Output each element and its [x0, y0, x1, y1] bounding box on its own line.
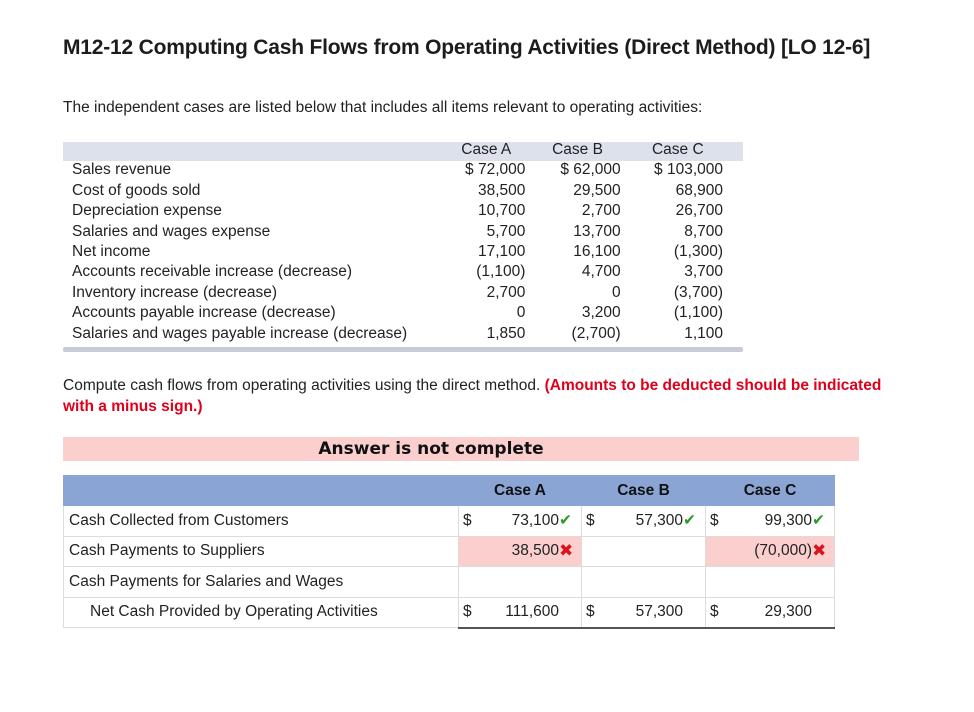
answer-row	[64, 597, 835, 628]
case-b-value: 3,200	[581, 304, 621, 322]
dollar-sign: $	[710, 511, 719, 529]
dollar-sign: $	[463, 511, 472, 529]
cases-row	[63, 262, 743, 282]
row-label: Sales revenue	[72, 161, 172, 179]
case-b-value: 13,700	[573, 222, 621, 240]
answer-input-case-a[interactable]	[459, 536, 582, 567]
cases-row	[63, 303, 743, 323]
answer-row-label: Cash Payments to Suppliers	[64, 536, 459, 567]
case-b-value: 0	[612, 283, 621, 301]
case-c-value: 8,700	[684, 222, 723, 240]
answer-table	[63, 475, 835, 629]
case-a-value: 2,700	[486, 283, 526, 301]
row-label: Salaries and wages payable increase (decrease)	[72, 324, 408, 342]
header-case-b: Case B	[552, 141, 603, 158]
answer-input-case-a[interactable]	[459, 567, 582, 598]
case-a-value: 38,500	[477, 181, 526, 199]
dollar-sign: $	[586, 511, 595, 529]
answer-row-label: Cash Collected from Customers	[64, 506, 459, 537]
dollar-sign: $	[463, 603, 472, 620]
cases-row	[63, 181, 743, 201]
check-icon: ✔	[683, 512, 696, 530]
row-label: Salaries and wages expense	[72, 222, 271, 240]
answer-row-label: Net Cash Provided by Operating Activities	[64, 597, 459, 628]
dollar-sign: $	[586, 603, 595, 620]
case-b-value: 29,500	[573, 181, 621, 199]
cases-row	[63, 242, 743, 262]
cases-row	[63, 201, 743, 221]
answer-status-banner: Answer is not complete	[63, 437, 859, 461]
cases-row	[63, 324, 743, 344]
case-c-value: 1,100	[684, 324, 723, 342]
case-b-value: 4,700	[581, 263, 621, 281]
answer-value: 111,600	[505, 603, 559, 620]
header-case-c: Case C	[651, 141, 704, 158]
case-c-value: (1,100)	[673, 304, 723, 322]
check-icon: ✔	[559, 512, 572, 530]
case-c-value: $ 103,000	[654, 161, 723, 179]
case-c-value: (1,300)	[673, 243, 723, 261]
answer-value: 38,500	[511, 542, 559, 560]
answer-input-case-c[interactable]	[706, 536, 835, 567]
row-label: Net income	[72, 243, 151, 261]
instruction-highlight: (Amounts to be deducted should be indicated with a minus sign.)	[63, 377, 882, 415]
answer-header-case-b: Case B	[582, 476, 706, 506]
cases-row	[63, 222, 743, 242]
answer-input-case-c[interactable]	[706, 506, 835, 537]
answer-row-label: Cash Payments for Salaries and Wages	[64, 567, 459, 598]
answer-input-case-b[interactable]	[582, 597, 706, 628]
cases-row	[63, 283, 743, 303]
cases-table	[63, 140, 743, 344]
cases-header-row	[63, 140, 743, 160]
answer-input-case-b[interactable]	[582, 536, 706, 567]
intro-text: The independent cases are listed below that includes all items relevant to operating activities:	[63, 99, 703, 116]
answer-row	[64, 567, 835, 598]
case-a-value: 10,700	[477, 202, 526, 220]
cross-icon: ✖	[812, 541, 827, 561]
case-c-value: 68,900	[675, 181, 723, 199]
answer-row	[64, 506, 835, 537]
row-label: Depreciation expense	[72, 202, 222, 220]
case-b-value: 16,100	[573, 243, 621, 261]
answer-header-case-a: Case A	[459, 476, 582, 506]
cases-footer-bar	[63, 347, 743, 352]
header-case-a: Case A	[461, 141, 512, 158]
answer-header-case-c: Case C	[706, 476, 835, 506]
cross-icon: ✖	[559, 541, 574, 561]
case-c-value: (3,700)	[673, 283, 723, 301]
dollar-sign: $	[710, 603, 719, 620]
instruction-text	[63, 376, 913, 417]
case-a-value: 5,700	[486, 222, 526, 240]
case-a-value: $ 72,000	[465, 161, 526, 179]
case-b-value: 2,700	[581, 202, 621, 220]
case-a-value: 0	[516, 304, 526, 322]
answer-row	[64, 536, 835, 567]
page-title: M12-12 Computing Cash Flows from Operating Activities (Direct Method) [LO 12-6]	[63, 36, 871, 59]
answer-value: 73,100	[511, 511, 559, 529]
answer-value: 29,300	[764, 603, 812, 620]
row-label: Accounts payable increase (decrease)	[72, 304, 336, 322]
cases-row	[63, 160, 743, 180]
row-label: Cost of goods sold	[72, 181, 201, 199]
row-label: Inventory increase (decrease)	[72, 283, 278, 301]
case-b-value: (2,700)	[571, 324, 621, 342]
answer-header-row	[64, 476, 835, 506]
answer-input-case-c[interactable]	[706, 567, 835, 598]
check-icon: ✔	[812, 512, 825, 530]
answer-input-case-c[interactable]	[706, 597, 835, 628]
case-a-value: 1,850	[486, 324, 526, 342]
answer-value: (70,000)	[754, 542, 812, 560]
case-a-value: (1,100)	[476, 263, 526, 281]
case-a-value: 17,100	[477, 243, 526, 261]
answer-value: 99,300	[764, 511, 812, 529]
instruction-main: Compute cash flows from operating activities using the direct method.	[63, 377, 545, 394]
row-label: Accounts receivable increase (decrease)	[72, 263, 352, 281]
case-b-value: $ 62,000	[560, 161, 621, 179]
case-c-value: 3,700	[684, 263, 723, 281]
answer-input-case-a[interactable]	[459, 597, 582, 628]
answer-input-case-b[interactable]	[582, 567, 706, 598]
answer-value: 57,300	[635, 511, 683, 529]
answer-input-case-a[interactable]	[459, 506, 582, 537]
answer-value: 57,300	[635, 603, 683, 620]
case-c-value: 26,700	[675, 202, 723, 220]
answer-input-case-b[interactable]	[582, 506, 706, 537]
